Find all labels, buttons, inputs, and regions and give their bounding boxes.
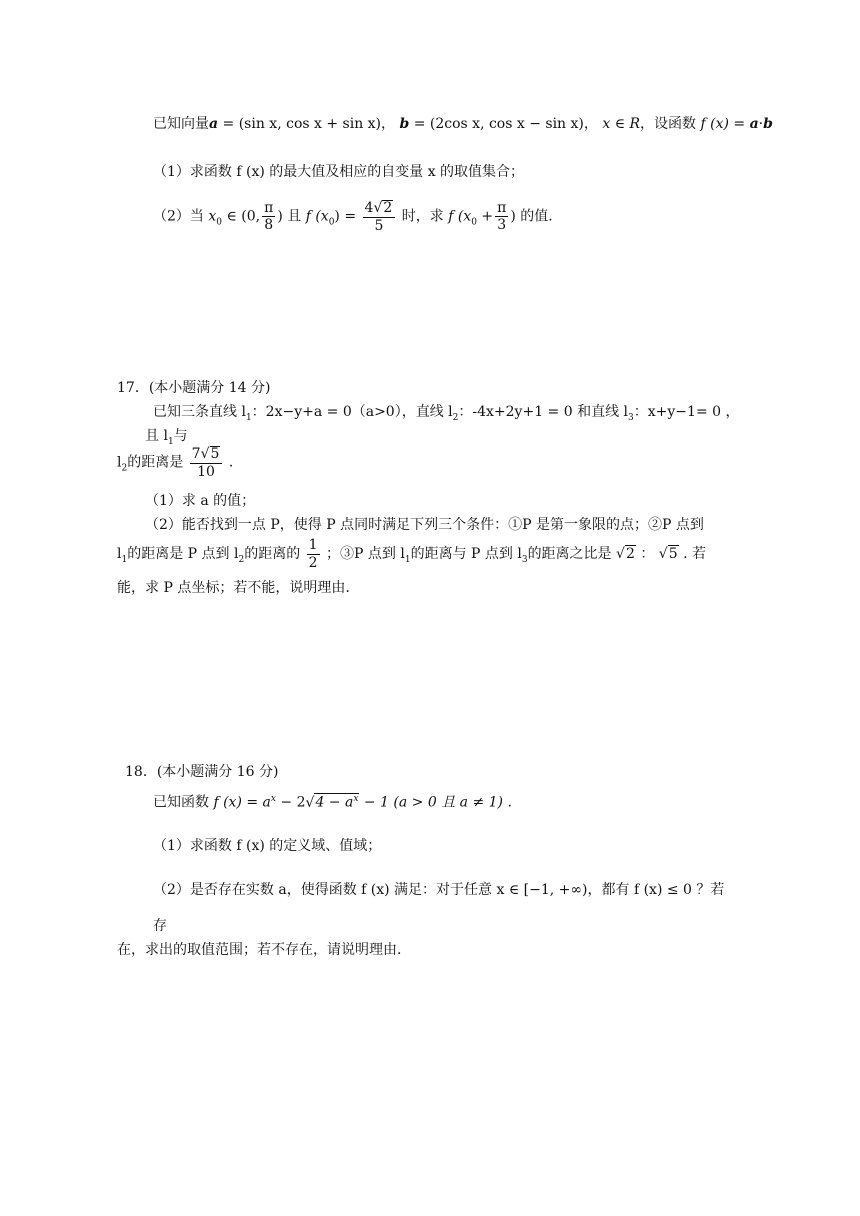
vector-b: b [399, 116, 410, 132]
p16-question-1: （1）求函数 f (x) 的最大值及相应的自变量 x 的取值集合； [153, 164, 525, 180]
fraction-one-half: $\frac{1}{2}$ [308, 537, 318, 571]
p17-intro-line-3: $l_2$的距离是 7√ 5 10 . [117, 446, 234, 480]
p18-question-2-line-1: （2）是否存在实数 a，使得函数 f (x) 满足：对于任意 x ∈ [−1, +∞)，都有 f (x) ≤ 0 ？若 [153, 882, 725, 898]
p18-question-2-line-3: 在，求出的取值范围；若不存在，请说明理由. [117, 942, 402, 958]
p17-question-2-line-1: （2）能否找到一点 P，使得 P 点同时满足下列三个条件：①P 是第一象限的点；②P 点到 [145, 517, 704, 533]
fraction-pi-over-3: $\frac{\pi}{3}$ [497, 199, 507, 234]
p17-question-1: （1）求 a 的值； [145, 493, 256, 509]
fraction-7-root5-over-10: 7√ 5 10 [190, 446, 223, 479]
p18-header: 18．(本小题满分 16 分) [125, 764, 279, 780]
p18-question-2-line-2: 存 [153, 918, 167, 934]
p16-intro: 已知向量a = (sin x, cos x + sin x)， b = (2cos x, cos x − sin x)， x ∈ R，设函数 f (x) = a·b [153, 116, 773, 132]
sqrt-4-minus-a-x: √ $4 - a^x$ [305, 794, 359, 811]
p17-intro-line-2: 且 $l_1$与 [145, 428, 188, 447]
fraction-pi-over-8: $\frac{\pi}{8}$ [264, 199, 274, 234]
p18-question-1: （1）求函数 f (x) 的定义域、值域； [153, 838, 382, 854]
fraction-4-root2-over-5: 4√ 2 5 [363, 200, 396, 233]
p17-question-2-line-3: 能，求 P 点坐标；若不能，说明理由. [117, 580, 350, 596]
p18-intro: 已知函数 f $(x) = a^x - 2√$ $4 - a^x$ − 1 (a > 0 且 a ≠ 1) . [153, 794, 512, 811]
p17-header: 17．(本小题满分 14 分) [117, 380, 271, 396]
p16-question-2: （2）当 $x_0$ ∈ (0, $\frac{\pi}{8}$ ) 且 f $(x_0)$ = 4√ 2 5 时，求 f ($x_0$ + $\frac{\pi}{3}$ ) 的值. [153, 199, 553, 234]
p17-question-2-line-2: $l_1$的距离是 P 点到 $l_2$的距离的 $\frac{1}{2}$ ；③P 点到 $l_1$的距离与 P 点到 $l_3$的距离之比是 √ 2 ： √ 5 . 若 [117, 537, 706, 571]
vector-a: a [209, 116, 219, 132]
p17-intro-line-1: 已知三条直线 $l_1$：2x−y+a = 0（a>0），直线 $l_2$：-4x+2y+1 = 0 和直线 $l_3$：x+y−1= 0 ， [153, 404, 740, 423]
